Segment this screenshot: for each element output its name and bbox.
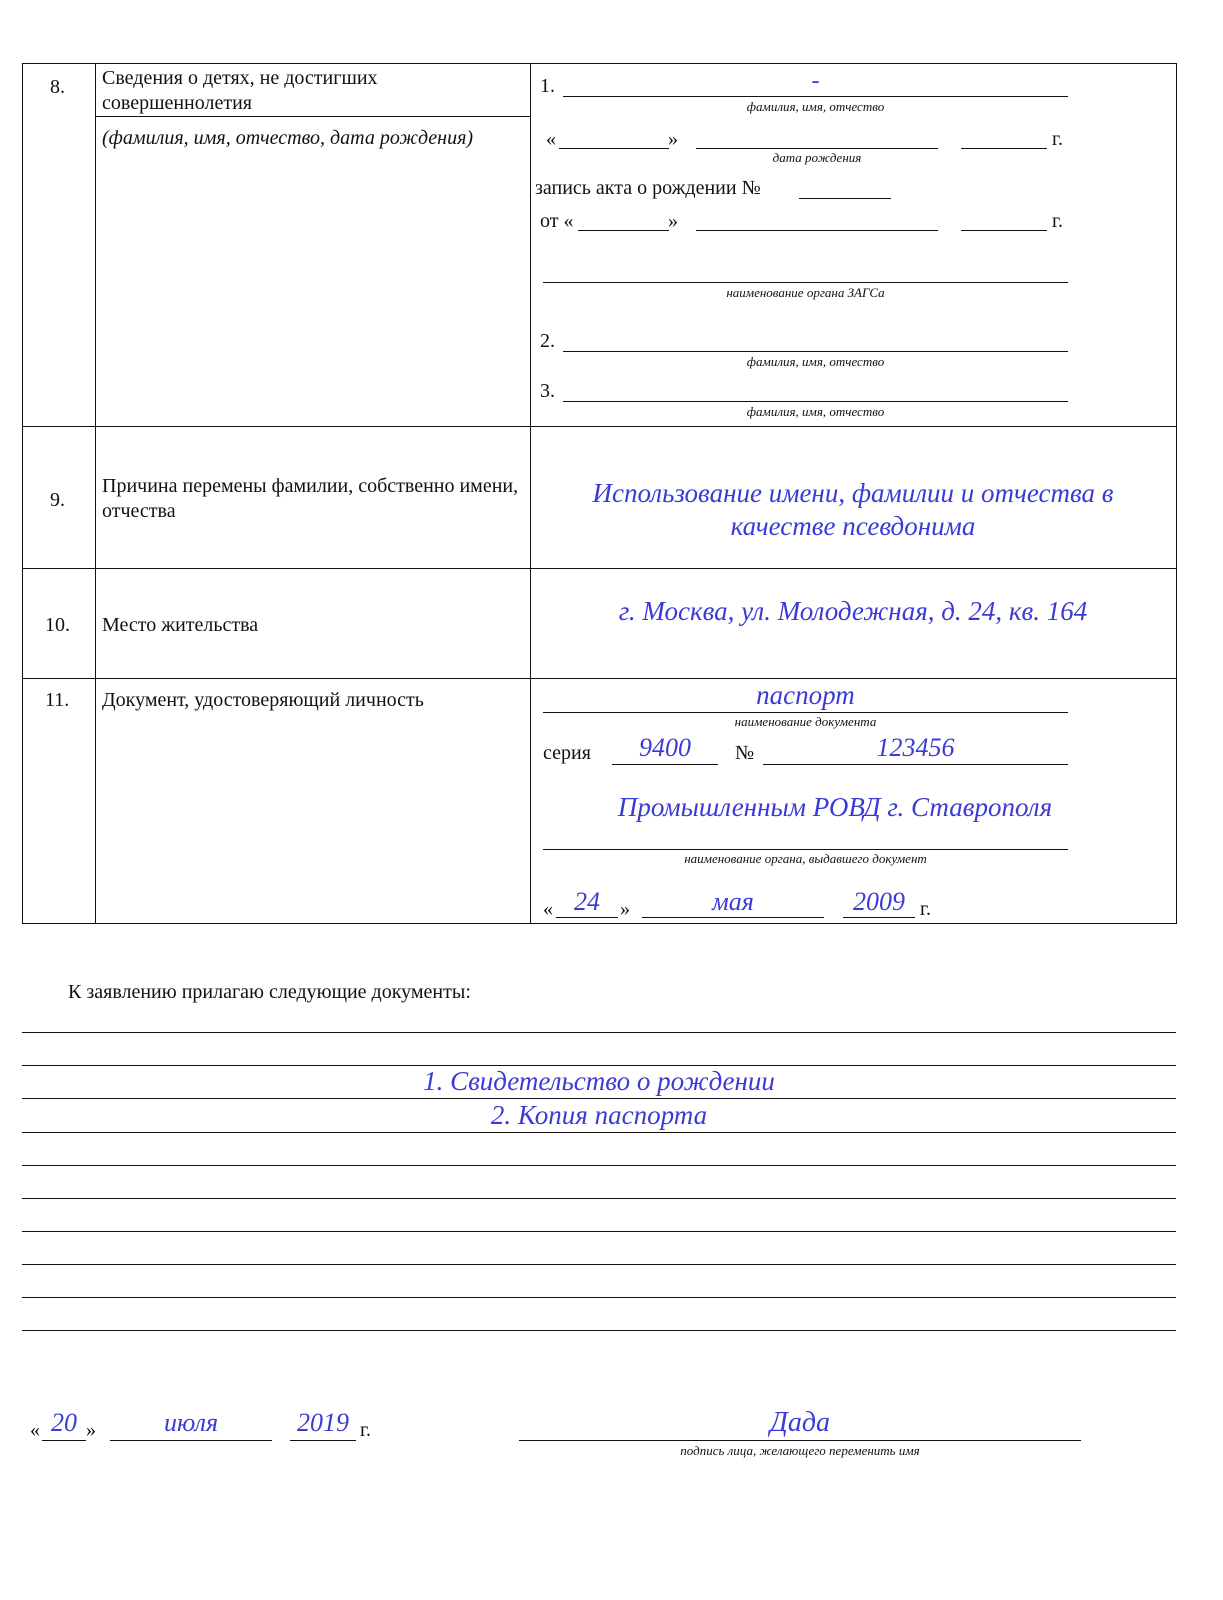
act-day-line[interactable] <box>578 230 669 231</box>
child1-number: 1. <box>540 75 555 97</box>
child3-number: 3. <box>540 380 555 402</box>
issue-quote-open: « <box>543 898 553 920</box>
name-change-reason-line2: качестве псевдонима <box>730 511 976 541</box>
row8-number: 8. <box>50 76 65 98</box>
child1-fio-caption: фамилия, имя, отчество <box>746 99 885 114</box>
row9-label: Причина перемены фамилии, собственно имени, отчества <box>102 475 519 522</box>
act-month-line[interactable] <box>696 230 938 231</box>
signature-line[interactable] <box>519 1440 1081 1441</box>
child1-name-line[interactable] <box>563 96 1068 97</box>
sign-year-suffix: г. <box>360 1419 371 1441</box>
birth-quote-open: « <box>546 128 556 150</box>
document-type-caption: наименование документа <box>734 714 877 729</box>
sign-day-value: 20 <box>51 1408 77 1437</box>
issue-year-suffix: г. <box>920 898 931 920</box>
document-type-value: паспорт <box>756 680 855 710</box>
child3-fio-caption: фамилия, имя, отчество <box>746 404 885 419</box>
act-record-number-line[interactable] <box>799 198 891 199</box>
child2-name-line[interactable] <box>563 351 1068 352</box>
zags-caption: наименование органа ЗАГСа <box>726 285 885 300</box>
birth-year-suffix: г. <box>1052 128 1063 150</box>
series-line[interactable] <box>612 764 718 765</box>
sign-year-value: 2019 <box>297 1408 349 1437</box>
row9-number: 9. <box>50 489 65 511</box>
sign-month-value: июля <box>163 1408 219 1437</box>
birth-quote-close: » <box>668 128 678 150</box>
act-year-suffix: г. <box>1052 210 1063 232</box>
birth-year-line[interactable] <box>961 148 1047 149</box>
issue-year-value: 2009 <box>853 887 905 916</box>
name-change-reason-line1: Использование имени, фамилии и отчества в <box>592 478 1114 508</box>
issue-month-line[interactable] <box>642 917 824 918</box>
act-record-label: запись акта о рождении № <box>535 177 761 199</box>
child2-number: 2. <box>540 330 555 352</box>
row11-number: 11. <box>45 689 70 711</box>
act-year-line[interactable] <box>961 230 1047 231</box>
act-quote-close: » <box>668 210 678 232</box>
sign-month-line[interactable] <box>110 1440 272 1441</box>
signature-caption: подпись лица, желающего переменить имя <box>680 1443 920 1458</box>
row8-label: Сведения о детях, не достигших совершеннолетия <box>102 67 378 114</box>
issuer-line[interactable] <box>543 849 1068 850</box>
sign-year-line[interactable] <box>290 1440 356 1441</box>
row10-label: Место жительства <box>102 614 259 636</box>
child3-name-line[interactable] <box>563 401 1068 402</box>
issue-day-value: 24 <box>574 887 600 916</box>
sign-quote-open: « <box>30 1419 40 1441</box>
birth-month-line[interactable] <box>696 148 938 149</box>
issue-month-value: мая <box>712 887 754 916</box>
child1-value: - <box>811 68 820 94</box>
document-type-line[interactable] <box>543 712 1068 713</box>
attachment-item-2: 2. Копия паспорта <box>490 1100 708 1130</box>
signature-value: Дада <box>770 1407 830 1438</box>
issuer-caption: наименование органа, выдавшего документ <box>684 851 927 866</box>
issue-day-line[interactable] <box>556 917 618 918</box>
sign-day-line[interactable] <box>42 1440 86 1441</box>
attachments-heading: К заявлению прилагаю следующие документы: <box>68 981 471 1003</box>
issuer-value: Промышленным РОВД г. Ставрополя <box>617 792 1053 822</box>
series-value: 9400 <box>639 733 691 762</box>
birth-day-line[interactable] <box>559 148 669 149</box>
residence-value: г. Москва, ул. Молодежная, д. 24, кв. 164 <box>618 596 1088 626</box>
passport-number-value: 123456 <box>876 733 955 762</box>
series-label: серия <box>543 742 591 764</box>
issue-year-line[interactable] <box>843 917 915 918</box>
birthdate-caption: дата рождения <box>772 150 862 165</box>
attachment-item-1: 1. Свидетельство о рождении <box>423 1066 775 1096</box>
zags-name-line[interactable] <box>543 282 1068 283</box>
act-from-label: от « <box>540 210 574 232</box>
sign-quote-close: » <box>86 1419 96 1441</box>
row11-label: Документ, удостоверяющий личность <box>102 689 424 711</box>
row8-sublabel: (фамилия, имя, отчество, дата рождения) <box>102 127 474 149</box>
passport-number-label: № <box>735 742 755 764</box>
issue-quote-close: » <box>620 898 630 920</box>
row10-number: 10. <box>45 614 70 636</box>
passport-number-line[interactable] <box>763 764 1068 765</box>
child2-fio-caption: фамилия, имя, отчество <box>746 354 885 369</box>
